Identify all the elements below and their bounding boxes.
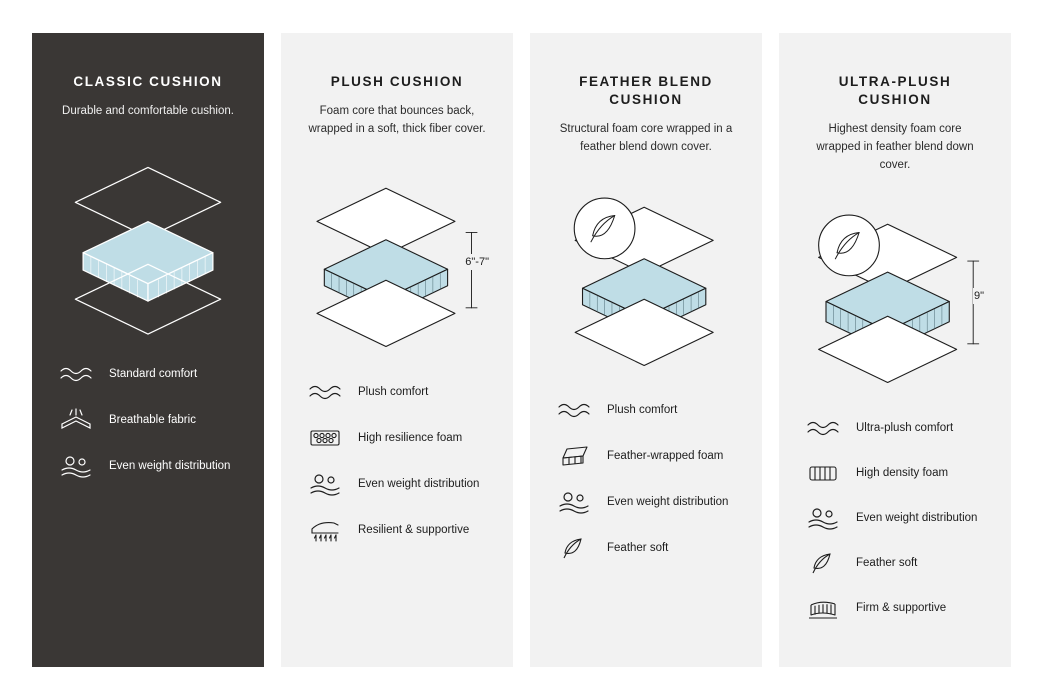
feature-item xyxy=(554,486,738,518)
feature-item xyxy=(554,394,738,426)
honeycomb-foam-icon xyxy=(305,422,345,454)
card-title: PLUSH CUSHION xyxy=(330,74,464,89)
feature-label: Firm & supportive xyxy=(856,601,947,614)
breathable-fabric-icon xyxy=(56,404,96,436)
leaf-icon xyxy=(803,547,843,579)
feature-label: Plush comfort xyxy=(607,404,678,417)
feature-label: Even weight distribution xyxy=(109,459,231,472)
waves-icon xyxy=(803,412,843,444)
feature-item xyxy=(554,440,738,472)
feature-item xyxy=(56,358,240,390)
dimension-label: 9" xyxy=(973,289,984,302)
feature-item xyxy=(305,468,489,500)
waves-icon xyxy=(56,358,96,390)
feature-item xyxy=(803,412,987,444)
feature-label: Standard comfort xyxy=(109,367,198,380)
leaf-badge xyxy=(819,215,880,276)
feature-item xyxy=(305,376,489,408)
card-subtitle: Structural foam core wrapped in a feather blend down cover. xyxy=(559,123,733,154)
support-hand-icon xyxy=(305,514,345,546)
card-subtitle: Durable and comfortable cushion. xyxy=(62,105,234,118)
waves-icon xyxy=(305,376,345,408)
card-subtitle: Highest density foam core wrapped in feather blend down cover. xyxy=(816,123,974,172)
feature-label: Even weight distribution xyxy=(856,511,978,524)
foam-block-icon xyxy=(554,440,594,472)
feature-item xyxy=(56,450,240,482)
feature-label: Feather-wrapped foam xyxy=(607,450,724,463)
feature-label: High resilience foam xyxy=(358,431,463,444)
cushion-exploded-diagram xyxy=(803,189,987,404)
card-title: ULTRA-PLUSH CUSHION xyxy=(838,74,952,108)
cushion-exploded-diagram xyxy=(554,171,738,386)
feature-label: Plush comfort xyxy=(358,385,429,398)
weight-distribution-icon xyxy=(803,502,843,534)
weight-distribution-icon xyxy=(554,486,594,518)
feature-label: High density foam xyxy=(856,466,949,479)
card-title: FEATHER BLEND CUSHION xyxy=(579,74,713,108)
feature-label: Breathable fabric xyxy=(109,413,196,426)
feature-item xyxy=(305,514,489,546)
dimension-label: 6"-7" xyxy=(465,255,489,268)
card-plush-cushion xyxy=(281,33,513,667)
feature-list xyxy=(305,376,489,546)
feature-label: Feather soft xyxy=(856,556,918,569)
card-feather-blend-cushion xyxy=(530,33,762,667)
feature-list xyxy=(803,412,987,624)
feature-item xyxy=(803,547,987,579)
density-foam-icon xyxy=(803,457,843,489)
cushion-exploded-diagram xyxy=(56,135,240,350)
feature-label: Feather soft xyxy=(607,542,669,555)
feature-item xyxy=(803,502,987,534)
feature-item xyxy=(56,404,240,436)
feature-item xyxy=(305,422,489,454)
card-classic-cushion xyxy=(32,33,264,667)
leaf-icon xyxy=(554,532,594,564)
cushion-exploded-diagram xyxy=(305,153,489,368)
card-ultra-plush-cushion xyxy=(779,33,1011,667)
feature-list xyxy=(56,358,240,482)
feature-label: Even weight distribution xyxy=(358,477,480,490)
feature-list xyxy=(554,394,738,564)
weight-distribution-icon xyxy=(56,450,96,482)
leaf-badge xyxy=(574,198,635,259)
feature-label: Ultra-plush comfort xyxy=(856,421,954,434)
feature-label: Resilient & supportive xyxy=(358,523,470,536)
weight-distribution-icon xyxy=(305,468,345,500)
feature-item xyxy=(803,592,987,624)
card-title: CLASSIC CUSHION xyxy=(73,74,223,89)
feature-label: Even weight distribution xyxy=(607,496,729,509)
waves-icon xyxy=(554,394,594,426)
feature-item xyxy=(554,532,738,564)
firm-support-icon xyxy=(803,592,843,624)
feature-item xyxy=(803,457,987,489)
card-subtitle: Foam core that bounces back, wrapped in a soft, thick fiber cover. xyxy=(308,105,486,136)
